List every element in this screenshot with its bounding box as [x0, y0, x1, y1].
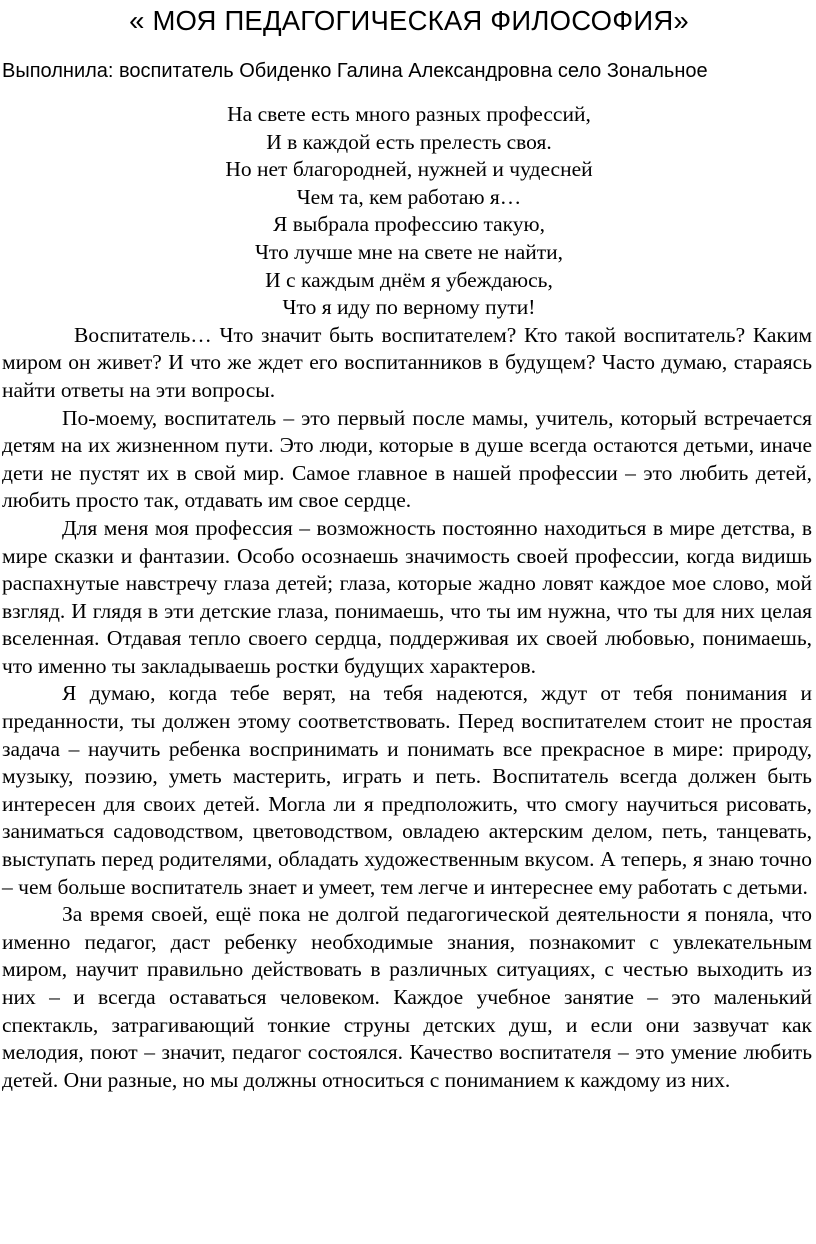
poem [2, 101, 816, 322]
poem-line: И с каждым днём я убеждаюсь, [265, 267, 553, 292]
paragraph: За время своей, ещё пока не долгой педагогической деятельности я поняла, что именно педагог, даст ребенку необходимые знания, познакомит с увлекательным миром, научит правильно действовать в различных ситуациях, с честью выходить из них – и всегда оставаться человеком. Каждое учебное занятие – это маленький спектакль, затрагивающий тонкие струны детских душ, и если они зазвучат как мелодия, поют – значит, педагог состоялся. Качество воспитателя – это умение любить детей. Они разные, но мы должны относиться с пониманием к каждому из них. [2, 902, 812, 1092]
poem-line: На свете есть много разных профессий, [227, 102, 591, 126]
paragraph: По-моему, воспитатель – это первый после мамы, учитель, который встречается детям на их жизненном пути. Это люди, которые в душе всегда остаются детьми, иначе дети не пустят их в свой мир. Самое главное в нашей профессии – это любить детей, любить просто так, отдавать им свое сердце. [2, 405, 812, 513]
poem-line: Но нет благородней, нужней и чудесней [225, 157, 593, 182]
poem-line: Что я иду по верному пути! [282, 295, 536, 320]
document-title: « МОЯ ПЕДАГОГИЧЕСКАЯ ФИЛОСОФИЯ» [129, 5, 689, 36]
poem-line: Чем та, кем работаю я… [296, 184, 522, 209]
paragraph: Я думаю, когда тебе верят, на тебя надеются, ждут от тебя понимания и преданности, ты должен этому соответствовать. Перед воспитателем стоит не простая задача – научить ребенка воспринимать и понимать все прекрасное в мире: природу, музыку, поэзию, уметь мастерить, играть и петь. Воспитатель всегда должен быть интересен для своих детей. Могла ли я предположить, что смогу научиться рисовать, заниматься садоводством, цветоводством, овладею актерским делом, петь, танцевать, выступать перед родителями, обладать художественным вкусом. А теперь, я знаю точно – чем больше воспитатель знает и умеет, тем легче и интереснее ему работать с детьми. [2, 681, 812, 899]
poem-line: Я выбрала профессию такую, [273, 212, 545, 237]
paragraph: Воспитатель… Что значит быть воспитателем? Кто такой воспитатель? Каким миром он живет? И что же ждет его воспитанников в будущем? Часто думаю, стараясь найти ответы на эти вопросы. [2, 322, 812, 402]
poem-line: Что лучше мне на свете не найти, [254, 239, 564, 264]
body-text [2, 322, 816, 1095]
author-line: Выполнила: воспитатель Обиденко Галина Александровна село Зональное [2, 60, 708, 82]
poem-line: И в каждой есть прелесть своя. [266, 129, 552, 154]
paragraph: Для меня моя профессия – возможность постоянно находиться в мире детства, в мире сказки и фантазии. Особо осознаешь значимость своей профессии, когда видишь распахнутые навстречу глаза детей; глаза, которые жадно ловят каждое мое слово, мой взгляд. И глядя в эти детские глаза, понимаешь, что ты им нужна, что ты для них целая вселенная. Отдавая тепло своего сердца, поддерживая их своей любовью, понимаешь, что именно ты закладываешь ростки будущих характеров. [2, 515, 812, 678]
